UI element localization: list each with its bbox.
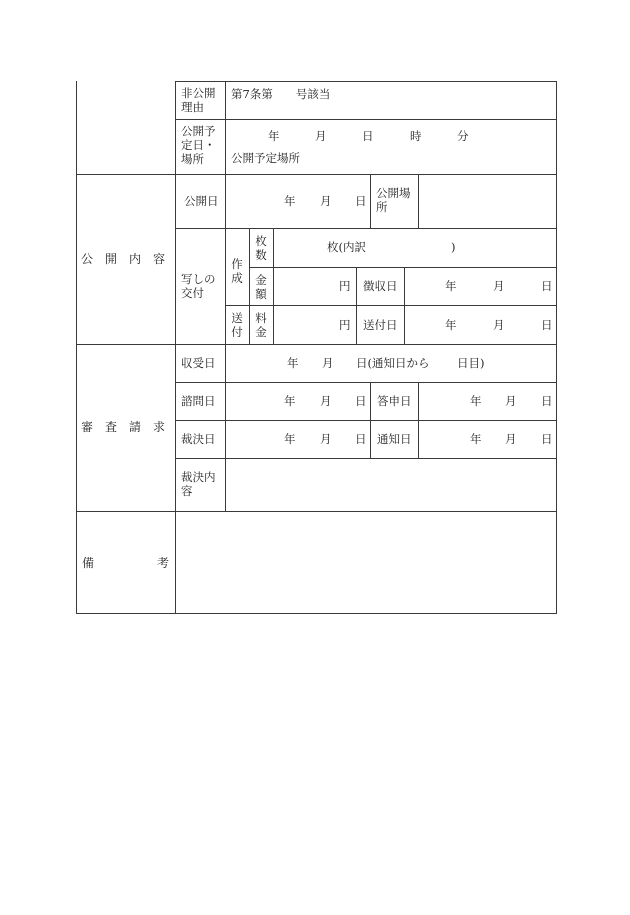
rule: [370, 382, 371, 459]
decision-content-label: 裁決内容: [181, 470, 216, 498]
rule: [175, 81, 176, 614]
report-date-label: 答申日: [377, 394, 412, 408]
notice-day-unit: 日: [541, 432, 553, 446]
disclosure-month-unit: 月: [320, 194, 332, 208]
receipt-month-unit: 月: [322, 356, 334, 370]
count-close: ): [451, 240, 456, 254]
send-day-unit: 日: [541, 318, 553, 332]
disclosure-year-unit: 年: [284, 194, 296, 208]
fee-yen-unit: 円: [339, 318, 351, 332]
review-section-label: 審 査 請 求: [81, 420, 166, 434]
rule: [418, 174, 419, 229]
rule: [225, 81, 226, 512]
collect-day-unit: 日: [541, 279, 553, 293]
receipt-year-unit: 年: [287, 356, 299, 370]
rule: [273, 228, 274, 345]
collect-month-unit: 月: [493, 279, 505, 293]
reason-label: 非公開理由: [181, 86, 216, 114]
schedule-minute-unit: 分: [457, 129, 469, 143]
count-label: 枚数: [255, 234, 267, 262]
rule: [76, 344, 557, 345]
rule: [76, 174, 557, 175]
create-label: 作成: [231, 257, 243, 285]
report-month-unit: 月: [505, 394, 517, 408]
report-day-unit: 日: [541, 394, 553, 408]
disclosure-section-label: 公 開 内 容: [81, 252, 166, 266]
report-year-unit: 年: [470, 394, 482, 408]
amount-yen-unit: 円: [339, 279, 351, 293]
amount-label: 金額: [255, 273, 267, 301]
fee-label: 料金: [255, 311, 267, 339]
rule: [249, 267, 557, 268]
notice-date-label: 通知日: [377, 432, 412, 446]
schedule-label: 公開予定日・場所: [181, 124, 216, 166]
remarks-label-first: 備: [82, 556, 95, 570]
decision-month-unit: 月: [320, 432, 332, 446]
remarks-label-second: 考: [157, 556, 170, 570]
rule: [370, 174, 371, 229]
consult-month-unit: 月: [320, 394, 332, 408]
rule: [175, 420, 557, 421]
disclosure-day-unit: 日: [355, 194, 367, 208]
receipt-day-unit: 日(通知日から: [356, 356, 430, 370]
rule: [175, 382, 557, 383]
send-date-label: 送付日: [363, 318, 398, 332]
rule: [404, 267, 405, 345]
rule: [225, 305, 557, 306]
rule: [556, 81, 557, 614]
schedule-hour-unit: 時: [410, 129, 422, 143]
consult-date-label: 諮問日: [181, 394, 216, 408]
rule: [356, 267, 357, 345]
consult-day-unit: 日: [355, 394, 367, 408]
rule: [76, 511, 557, 512]
schedule-day-unit: 日: [362, 129, 374, 143]
rule: [175, 81, 557, 82]
collect-year-unit: 年: [445, 279, 457, 293]
send-label: 送付: [231, 311, 243, 339]
copy-delivery-label: 写しの交付: [181, 272, 216, 300]
reason-value: 第7条第 号該当: [231, 87, 331, 101]
notice-year-unit: 年: [470, 432, 482, 446]
rule: [418, 382, 419, 459]
consult-year-unit: 年: [284, 394, 296, 408]
disclosure-place-label: 公開場所: [376, 186, 411, 214]
schedule-month-unit: 月: [315, 129, 327, 143]
disclosure-date-label: 公開日: [184, 194, 219, 208]
decision-day-unit: 日: [355, 432, 367, 446]
decision-date-label: 裁決日: [181, 432, 216, 446]
rule: [175, 228, 557, 229]
schedule-place-label: 公開予定場所: [231, 151, 300, 165]
rule: [249, 228, 250, 345]
receipt-elapsed-unit: 日目): [457, 356, 485, 370]
rule: [76, 613, 557, 614]
collect-date-label: 徴収日: [363, 279, 398, 293]
send-month-unit: 月: [493, 318, 505, 332]
rule: [76, 81, 77, 614]
count-value: 枚(内訳: [327, 240, 366, 254]
send-year-unit: 年: [445, 318, 457, 332]
rule: [175, 458, 557, 459]
schedule-year-unit: 年: [268, 129, 280, 143]
receipt-date-label: 収受日: [181, 356, 216, 370]
decision-year-unit: 年: [284, 432, 296, 446]
notice-month-unit: 月: [505, 432, 517, 446]
rule: [175, 119, 557, 120]
